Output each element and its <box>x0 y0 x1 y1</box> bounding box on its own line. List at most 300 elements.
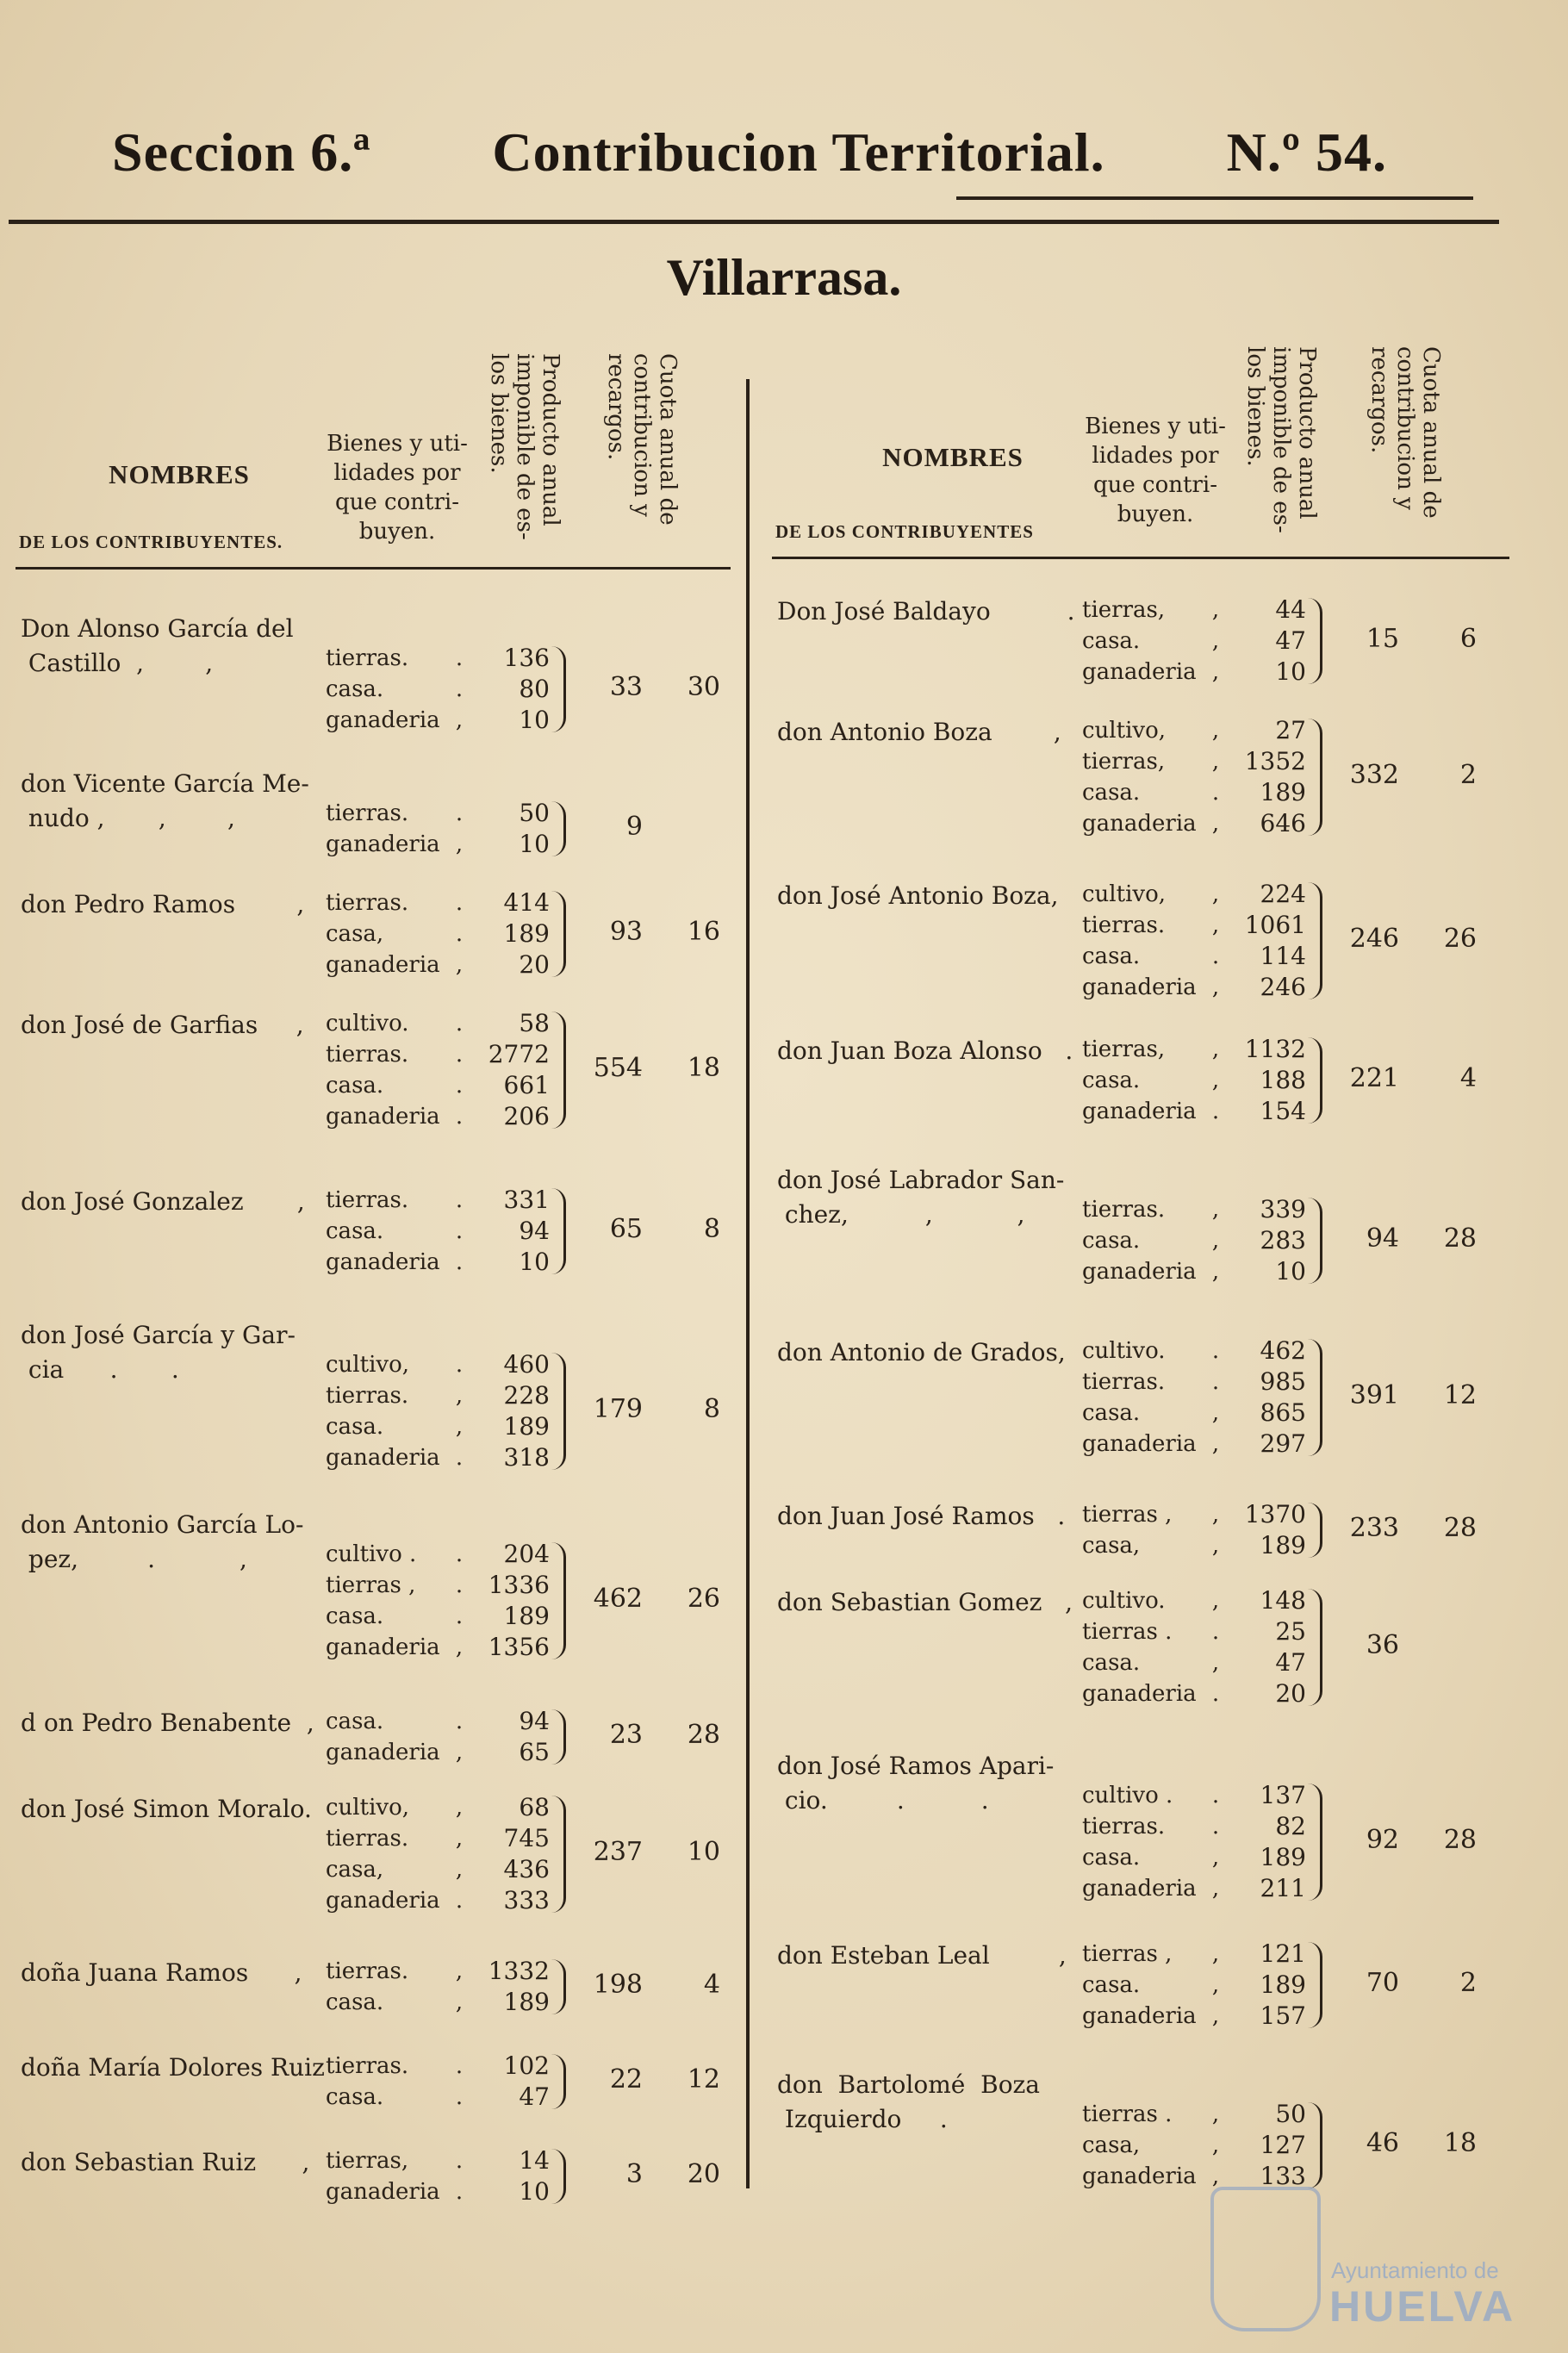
property-row <box>1082 1397 1229 1429</box>
property-list <box>1082 1780 1229 1904</box>
quota-amount: 237 <box>593 1837 643 1867</box>
contributor-name: Don José Baldayo . <box>777 597 1075 626</box>
property-row <box>326 1539 472 1570</box>
property-mark: . <box>1211 1338 1220 1364</box>
quota-amount: 15 <box>1366 624 1399 654</box>
property-mark: . <box>455 1603 464 1629</box>
property-row <box>326 643 472 674</box>
quota-amount: 93 <box>609 917 643 947</box>
property-list <box>1082 2099 1229 2192</box>
property-mark: , <box>1211 1845 1220 1871</box>
product-value: 80 <box>519 675 550 703</box>
property-label: casa. <box>326 1073 384 1099</box>
product-value: 206 <box>503 1102 550 1130</box>
document-title: Contribucion Territorial. <box>492 121 1105 183</box>
property-mark: , <box>455 1383 464 1409</box>
product-values <box>1237 594 1306 688</box>
contributor-entry <box>16 887 774 980</box>
property-mark: , <box>1211 912 1220 938</box>
brace-mark <box>1308 1503 1322 1558</box>
contributor-name: don Juan Boza Alonso . <box>777 1036 1073 1065</box>
quota-fraction: 4 <box>1459 1063 1477 1093</box>
property-mark: , <box>455 952 464 978</box>
cuota-heading-right: Cuota anual de contribucion y recargos. <box>1366 346 1444 519</box>
quota-amount: 391 <box>1349 1380 1399 1410</box>
contributor-entry <box>16 767 774 858</box>
product-value: 460 <box>503 1350 550 1379</box>
property-row <box>326 1101 472 1132</box>
product-value: 47 <box>519 2082 550 2111</box>
quota-amount: 36 <box>1366 1630 1399 1660</box>
property-label: ganaderia <box>326 1249 440 1275</box>
property-mark: , <box>455 831 464 857</box>
cuota-heading: Cuota anual de contribucion y recargos. <box>603 353 681 526</box>
brace-mark <box>551 1796 566 1913</box>
product-value: 331 <box>503 1186 550 1214</box>
product-values <box>1237 715 1306 839</box>
property-mark: , <box>1211 2132 1220 2158</box>
watermark-line1: Ayuntamiento de <box>1331 2257 1499 2283</box>
property-row <box>326 1411 472 1442</box>
contributor-entry <box>16 1185 774 1278</box>
heading-rule-right-r <box>1079 557 1509 559</box>
contributor-entry <box>772 715 1530 839</box>
property-label: casa. <box>326 1989 384 2015</box>
property-mark: , <box>1211 1259 1220 1285</box>
property-mark: . <box>455 1541 464 1567</box>
brace-mark <box>1308 2102 1322 2188</box>
property-label: casa. <box>326 676 384 702</box>
property-mark: . <box>455 1445 464 1471</box>
property-row <box>326 1442 472 1473</box>
product-value: 661 <box>503 1071 550 1099</box>
quota-fraction: 4 <box>703 1970 720 2000</box>
property-row <box>326 1737 472 1768</box>
property-label: tierras. <box>326 800 409 826</box>
property-label: tierras. <box>326 1958 409 1984</box>
quota-amount: 22 <box>609 2064 643 2095</box>
contributor-name: don Sebastian Ruiz , <box>21 2148 310 2176</box>
property-mark: . <box>455 890 464 916</box>
quota-fraction: 2 <box>1459 1968 1477 1998</box>
quota-fraction: 18 <box>1443 2128 1477 2158</box>
contributor-entry <box>772 2068 1530 2190</box>
contributor-entry <box>772 1939 1530 2032</box>
property-mark: , <box>455 1795 464 1821</box>
quota-fraction: 28 <box>1443 1513 1477 1543</box>
property-row <box>1082 746 1229 777</box>
property-row <box>326 2051 472 2082</box>
brace-mark <box>551 1959 566 2014</box>
product-value: 20 <box>519 950 550 979</box>
product-value: 10 <box>1275 657 1306 686</box>
quota-amount: 554 <box>593 1053 643 1083</box>
property-mark: . <box>455 1249 464 1275</box>
watermark-line2: HUELVA <box>1329 2282 1516 2331</box>
product-value: 462 <box>1260 1336 1306 1365</box>
contributor-entry <box>772 1163 1530 1285</box>
property-row <box>1082 1780 1229 1811</box>
product-values <box>1237 1585 1306 1709</box>
property-mark: , <box>1211 974 1220 1000</box>
product-value: 10 <box>519 2177 550 2206</box>
property-label: tierras, <box>326 2148 409 2174</box>
contributor-entry <box>772 1585 1530 1709</box>
property-label: tierras. <box>1082 1814 1166 1839</box>
property-mark: , <box>1211 1533 1220 1559</box>
product-value: 189 <box>503 1988 550 2016</box>
contributor-name: don Pedro Ramos , <box>21 890 305 918</box>
contributor-name: don José Simon Moralo. <box>21 1795 312 1823</box>
property-label: ganaderia <box>326 2179 440 2205</box>
property-mark: . <box>1211 1783 1220 1808</box>
quota-amount: 233 <box>1349 1513 1399 1543</box>
property-mark: . <box>455 1042 464 1068</box>
product-value: 297 <box>1260 1429 1306 1458</box>
contribuyentes-heading-right: DE LOS CONTRIBUYENTES <box>775 521 1034 542</box>
property-row <box>1082 2099 1229 2130</box>
property-row <box>1082 2130 1229 2161</box>
product-value: 50 <box>519 799 550 827</box>
producto-heading: Producto anual imponible de es- los bienes. <box>486 353 563 540</box>
property-label: casa. <box>1082 780 1141 806</box>
property-mark: , <box>1211 1036 1220 1062</box>
property-row <box>326 1380 472 1411</box>
quota-amount: 23 <box>609 1720 643 1750</box>
property-row <box>1082 972 1229 1003</box>
property-label: casa. <box>1082 1400 1141 1426</box>
product-value: 47 <box>1275 626 1306 655</box>
property-label: ganaderia <box>326 1104 440 1130</box>
property-label: ganaderia <box>1082 1876 1197 1902</box>
property-row <box>1082 1939 1229 1970</box>
property-row <box>326 1349 472 1380</box>
property-mark: . <box>455 2179 464 2205</box>
product-value: 189 <box>1260 778 1306 806</box>
product-values <box>1237 1034 1306 1127</box>
product-value: 189 <box>1260 1531 1306 1559</box>
brace-mark <box>551 1188 566 1274</box>
property-label: ganaderia <box>1082 974 1197 1000</box>
product-values <box>481 798 550 860</box>
product-values <box>481 2051 550 2113</box>
product-value: 204 <box>503 1540 550 1568</box>
property-mark: , <box>1211 2003 1220 2029</box>
product-value: 148 <box>1260 1586 1306 1615</box>
quota-amount: 70 <box>1366 1968 1399 1998</box>
product-value: 246 <box>1260 973 1306 1001</box>
quota-fraction: 18 <box>687 1053 720 1083</box>
property-list <box>326 798 472 860</box>
quota-amount: 65 <box>609 1214 643 1244</box>
product-value: 121 <box>1260 1939 1306 1968</box>
property-label: cultivo, <box>326 1795 409 1821</box>
product-values <box>481 1185 550 1278</box>
contributor-name: don José de Garfias , <box>21 1011 304 1039</box>
quota-fraction: 10 <box>687 1837 720 1867</box>
property-mark: . <box>455 1073 464 1099</box>
quota-fraction: 28 <box>687 1720 720 1750</box>
product-value: 1332 <box>488 1957 550 1985</box>
contributor-name: don José García y Gar- cia . . <box>21 1321 296 1384</box>
product-value: 127 <box>1260 2131 1306 2159</box>
product-value: 102 <box>503 2051 550 2080</box>
property-row <box>326 705 472 736</box>
property-label: cultivo, <box>1082 881 1166 907</box>
product-value: 44 <box>1275 595 1306 624</box>
product-value: 339 <box>1260 1195 1306 1223</box>
property-label: casa. <box>326 1603 384 1629</box>
nombres-heading: NOMBRES <box>109 459 250 489</box>
property-row <box>326 1601 472 1632</box>
property-mark: . <box>455 676 464 702</box>
product-value: 10 <box>519 830 550 858</box>
property-label: casa. <box>326 1709 384 1734</box>
quota-fraction: 20 <box>687 2159 720 2189</box>
contributor-entry <box>16 1508 774 1661</box>
property-label: tierras, <box>1082 1036 1166 1062</box>
property-label: cultivo. <box>326 1011 409 1036</box>
property-label: casa, <box>1082 1533 1141 1559</box>
property-mark: , <box>1211 1228 1220 1254</box>
property-label: tierras. <box>326 1383 409 1409</box>
property-label: ganaderia <box>326 1445 440 1471</box>
product-value: 189 <box>1260 1970 1306 1999</box>
property-row <box>326 1570 472 1601</box>
property-label: casa, <box>326 921 384 947</box>
contribuyentes-heading: DE LOS CONTRIBUYENTES. <box>19 532 283 552</box>
property-label: ganaderia <box>1082 1681 1197 1707</box>
product-values <box>1237 2099 1306 2192</box>
property-mark: , <box>1211 1431 1220 1457</box>
property-label: tierras. <box>1082 912 1166 938</box>
header-rule-upper <box>956 196 1473 200</box>
property-mark: . <box>1211 1619 1220 1645</box>
property-mark: , <box>1211 718 1220 744</box>
contributor-entry <box>16 1792 774 1916</box>
property-row <box>1082 1366 1229 1397</box>
brace-mark <box>1308 598 1322 684</box>
product-values <box>481 1008 550 1132</box>
property-mark: , <box>1211 628 1220 654</box>
property-label: cultivo . <box>326 1541 417 1567</box>
contributor-entry <box>772 1034 1530 1127</box>
product-value: 27 <box>1275 716 1306 744</box>
property-row <box>326 1854 472 1885</box>
contributor-name: don Antonio García Lo- pez, . , <box>21 1510 304 1573</box>
brace-mark <box>1308 1589 1322 1706</box>
document-number: N.º 54. <box>1226 121 1387 183</box>
property-mark: . <box>455 1709 464 1734</box>
property-list <box>1082 1499 1229 1561</box>
property-row <box>1082 1194 1229 1225</box>
brace-mark <box>551 2149 566 2204</box>
contributor-name: don Esteban Leal , <box>777 1941 1067 1970</box>
contributor-name: d on Pedro Benabente , <box>21 1709 314 1737</box>
property-label: tierras. <box>1082 1369 1166 1395</box>
property-row <box>326 1247 472 1278</box>
property-mark: , <box>455 1958 464 1984</box>
property-mark: . <box>455 1888 464 1914</box>
property-row <box>326 1956 472 1987</box>
heading-rule-left <box>16 567 352 570</box>
product-value: 414 <box>503 888 550 917</box>
product-value: 1352 <box>1244 747 1306 775</box>
quota-amount: 332 <box>1349 760 1399 790</box>
property-label: ganaderia <box>1082 1259 1197 1285</box>
property-mark: , <box>455 707 464 733</box>
property-label: tierras , <box>1082 1502 1173 1528</box>
product-values <box>481 1792 550 1916</box>
property-label: tierras , <box>326 1572 416 1598</box>
property-list <box>1082 1335 1229 1460</box>
property-row <box>1082 1065 1229 1096</box>
property-row <box>1082 1678 1229 1709</box>
quota-amount: 94 <box>1366 1223 1399 1254</box>
property-list <box>1082 594 1229 688</box>
brace-mark <box>1308 1783 1322 1901</box>
property-label: ganaderia <box>326 952 440 978</box>
property-mark: . <box>1211 780 1220 806</box>
property-label: ganaderia <box>326 831 440 857</box>
property-row <box>326 918 472 949</box>
quota-amount: 3 <box>625 2159 643 2189</box>
contributor-name: don Antonio Boza , <box>777 718 1061 746</box>
property-label: casa. <box>1082 1650 1141 1676</box>
product-value: 20 <box>1275 1679 1306 1708</box>
property-mark: , <box>1211 2101 1220 2127</box>
product-value: 985 <box>1260 1367 1306 1396</box>
quota-amount: 92 <box>1366 1825 1399 1855</box>
brace-mark <box>551 1709 566 1765</box>
product-value: 1061 <box>1244 911 1306 939</box>
property-list <box>1082 879 1229 1003</box>
property-label: ganaderia <box>1082 2003 1197 2029</box>
brace-mark <box>1308 1198 1322 1284</box>
property-label: ganaderia <box>326 1634 440 1660</box>
property-label: cultivo, <box>1082 718 1166 744</box>
property-row <box>1082 2001 1229 2032</box>
section-label: Seccion 6.ª <box>112 121 371 183</box>
contributor-name: don José Gonzalez , <box>21 1187 305 1216</box>
product-value: 68 <box>519 1793 550 1821</box>
heading-rule-left-r <box>772 557 1099 559</box>
property-row <box>326 829 472 860</box>
left-panel <box>16 336 774 2206</box>
quota-amount: 462 <box>593 1584 643 1614</box>
product-values <box>481 1539 550 1663</box>
property-label: tierras. <box>326 1187 409 1213</box>
property-label: casa. <box>1082 1845 1141 1871</box>
property-row <box>1082 594 1229 626</box>
brace-mark <box>551 801 566 856</box>
brace-mark <box>1308 1037 1322 1124</box>
contributor-name: don José Antonio Boza, <box>777 881 1059 910</box>
property-row <box>326 798 472 829</box>
property-label: casa, <box>1082 2132 1141 2158</box>
property-label: tierras. <box>326 2053 409 2079</box>
property-label: tierras. <box>326 890 409 916</box>
property-label: cultivo. <box>1082 1338 1166 1364</box>
product-value: 10 <box>519 706 550 734</box>
property-row <box>326 2176 472 2207</box>
property-row <box>1082 808 1229 839</box>
product-values <box>1237 1939 1306 2032</box>
property-label: ganaderia <box>326 1740 440 1765</box>
property-row <box>326 1885 472 1916</box>
product-value: 157 <box>1260 2001 1306 2030</box>
property-row <box>1082 1585 1229 1616</box>
bienes-heading: Bienes y uti- lidades por que contri- buyen. <box>327 431 468 545</box>
property-mark: , <box>1211 1941 1220 1967</box>
product-value: 318 <box>503 1443 550 1472</box>
property-row <box>1082 626 1229 657</box>
product-value: 10 <box>1275 1257 1306 1285</box>
product-value: 189 <box>1260 1843 1306 1871</box>
property-mark: . <box>1211 1814 1220 1839</box>
property-row <box>1082 1970 1229 2001</box>
property-row <box>1082 777 1229 808</box>
property-mark: . <box>455 1218 464 1244</box>
property-label: casa. <box>1082 628 1141 654</box>
brace-mark <box>551 2054 566 2109</box>
nombres-heading-right: NOMBRES <box>882 442 1024 472</box>
product-values <box>1237 1499 1306 1561</box>
product-value: 58 <box>519 1009 550 1037</box>
property-mark: , <box>1211 881 1220 907</box>
property-label: tierras. <box>326 1042 409 1068</box>
product-values <box>481 1956 550 2018</box>
property-row <box>1082 1034 1229 1065</box>
property-mark: . <box>1211 943 1220 969</box>
property-mark: . <box>455 1572 464 1598</box>
quota-fraction: 8 <box>703 1394 720 1424</box>
contributor-entry <box>16 2145 774 2214</box>
contributor-entry <box>16 612 774 734</box>
property-label: casa. <box>1082 1972 1141 1998</box>
product-value: 65 <box>519 1738 550 1766</box>
property-label: casa. <box>326 1218 384 1244</box>
property-label: cultivo. <box>1082 1588 1166 1614</box>
property-label: ganaderia <box>1082 659 1197 685</box>
quota-fraction: 16 <box>687 917 720 947</box>
property-row <box>326 2145 472 2176</box>
property-mark: , <box>1211 1197 1220 1223</box>
property-label: cultivo . <box>1082 1783 1173 1808</box>
property-mark: , <box>1211 1588 1220 1614</box>
product-value: 224 <box>1260 880 1306 908</box>
property-row <box>326 949 472 980</box>
contributor-entry <box>772 1335 1530 1460</box>
contributor-entry <box>772 1499 1530 1568</box>
contributor-name: don José Labrador San- chez, , , <box>777 1166 1065 1229</box>
product-value: 14 <box>519 2146 550 2175</box>
property-row <box>1082 1842 1229 1873</box>
property-label: tierras , <box>1082 1941 1173 1967</box>
quota-amount: 221 <box>1349 1063 1399 1093</box>
quota-amount: 179 <box>593 1394 643 1424</box>
property-label: ganaderia <box>326 1888 440 1914</box>
property-mark: . <box>455 645 464 671</box>
property-label: casa, <box>326 1857 384 1883</box>
brace-mark <box>1308 1942 1322 2028</box>
property-list <box>326 2145 472 2207</box>
product-value: 745 <box>503 1824 550 1852</box>
property-list <box>326 1185 472 1278</box>
product-value: 133 <box>1260 2162 1306 2190</box>
heading-rule-right <box>317 567 731 570</box>
contributor-name: doña María Dolores Ruiz <box>21 2053 325 2082</box>
